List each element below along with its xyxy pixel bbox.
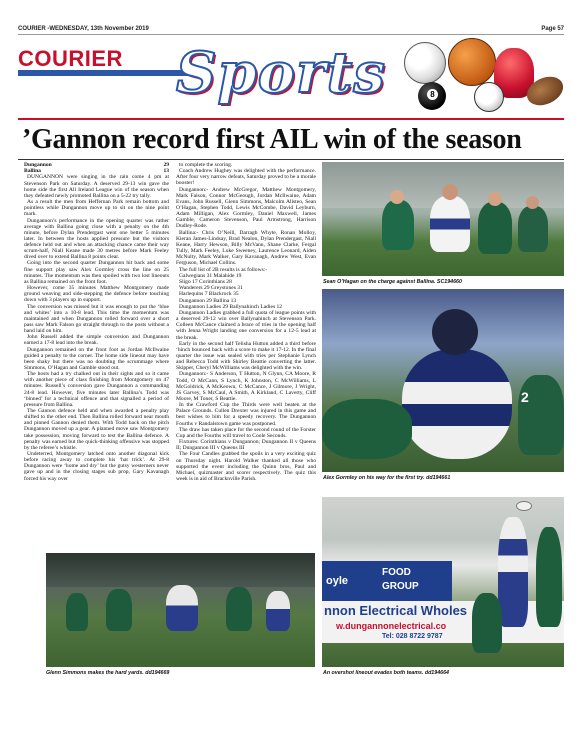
player-number: 2 xyxy=(521,389,529,405)
hoarding-group: GROUP xyxy=(382,581,419,592)
player-green-3 xyxy=(518,206,548,252)
player-white-runner xyxy=(166,585,198,631)
player-white-1 xyxy=(430,196,470,252)
column-2-body xyxy=(176,162,316,482)
publication-date: COURIER -WEDNESDAY, 13th November 2019 xyxy=(18,26,149,32)
hoarding-electrical-name: nnon Electrical Wholes xyxy=(324,603,468,618)
eight-ball-icon xyxy=(418,82,446,110)
paragraph: Dungannon:- Andrew McGregor, Matthew Montgomery, Mark Falson, Connor McGeough, Jordan McIlwaine, Adam Evans, John Russell, Glenn Simmons, Malcolm Allsteo, Sean O’Hagan, Stephen Todd, Lewis McCombe, David Leyburn, Adam Milligan, Alex Gormley, Daniel Maxwell, James Gamble, Cameron Stevenson, Paul Armstrong, Harrison Dudley-Rode. xyxy=(176,186,316,230)
headline-rule xyxy=(18,159,564,160)
rugby-ball-in-air xyxy=(516,501,532,511)
photo-first-try xyxy=(322,289,564,472)
photo-hard-yards xyxy=(46,553,315,667)
hoarding-electrical-url: w.dungannonelectrical.co xyxy=(336,621,447,631)
paragraph: Fixtures: Corinthians v Dungannon; Dungannon II v Queens II; Dungannon III v Queens III xyxy=(176,439,316,452)
player-green-tackler xyxy=(322,399,412,459)
player-scrumcap-head xyxy=(432,309,478,355)
paragraph: to complete the scoring. xyxy=(179,162,233,168)
paragraph: Dungannon’s performance in the opening quarter was rather average with Ballina going close with a penalty on the 4th minute, before Dylan Prendergast went one better 5 minutes later. In between the hosts applied pressure but the visitors defence held out and when an attacking chance came their way scrum-half, Niall Keane made 30 metres before Mark Feeley dived over to extend Ballina 8 points clear. xyxy=(24,217,169,261)
player-green-a xyxy=(106,589,132,631)
score-home: 29 xyxy=(163,162,169,168)
paragraph: Dungannon Ladies grabbed a full quota of league points with a deserved 29-12 win over Ballynahinch at Stevenson Park. Colleen McCance claimed a brace of tries in the opening half with Jenna Wright landing one conversion for a 12-5 lead at the break. xyxy=(176,310,316,341)
football-icon xyxy=(404,42,446,84)
player-white-1-head xyxy=(442,184,458,200)
player-jumper-green xyxy=(536,527,562,627)
eight-ball-number: 8 xyxy=(427,89,438,100)
paragraph: Harlequins 7 Blackrock 35 xyxy=(179,291,239,298)
player-green-1-head xyxy=(390,190,404,204)
paragraph: In the Crawford Cup the Thirds were well beaten at the Palace Grounds. Cullen Drexter was injured in this game and best wishes to him for a speedy recovery. The Dungannon Fourths v Randalstown game was postponed. xyxy=(176,402,316,427)
paragraph: The draw has taken place for the second round of the Forster Cup and the Fourths will travel to Coole Seconds. xyxy=(176,426,316,439)
score-line-home xyxy=(24,162,169,168)
article-column-1 xyxy=(24,162,169,482)
paragraph: The conversion was missed but it was enough to put the ‘blue and whites’ into a 10-8 lead. This time the momentum was maintained and when Dungannon rolled forward over a short pass saw Mark Falson go straight through to the posts without a hand laid on him. xyxy=(24,303,169,335)
player-lifter xyxy=(472,593,502,653)
player-jumper-white xyxy=(498,517,528,627)
paragraph: However, come 35 minutes Matthew Montgomery made ground weaving and side-stepping the defence before touching down with 3 players up in support. xyxy=(24,285,169,304)
paragraph: John Russell added the simple conversion and Dungannon earned a 17-8 lead into the break. xyxy=(24,334,169,347)
photo-lineout xyxy=(322,497,564,667)
masthead xyxy=(18,38,564,116)
paragraph: Undeterred, Montgomery latched onto another diagonal kick before racing away to complete his ‘hat trick’. At 29-8 Dungannon were ‘home and dry’ but the gutsy westerners never gave up and in the closing stages sub prop, Gary Kavanagh forced his way over xyxy=(24,451,169,482)
paragraph: Dungannon:- S Anderson, T Hutton, N Glynn, CA Moore, R Todd, O McCann, S Lynch, K Johnston, C McWilliams, L McGoldrick, A McKeown, C McCance, J Gilmore, J Wright, JS Garvey, S McCaul, A Smith, A Kirkland, C Laverty, Cliff Moore, M Toner, S Beattie. xyxy=(176,371,316,402)
paragraph: Coach Andrew Hughey was delighted with the performance. After four very narrow defeats, Saturday proved to be a morale booster! xyxy=(176,168,317,187)
masthead-section: Sports xyxy=(176,40,386,106)
hoarding-food-group xyxy=(322,561,452,601)
column-1-body xyxy=(24,174,169,481)
paragraph: Going into the second quarter Dungannon hit back and some fine support play saw Alex Gormley cross the line on 25 minutes. The momentum was then spoiled with two lost lineouts as Ballina remained on the front foot. xyxy=(24,260,169,285)
photo-charge xyxy=(322,162,564,276)
paragraph: The Gannon defence held and when awarded a penalty play shifted to the other end. Then Ballina rolled forward near mouth and pinned Gannon denied them. With Todd back on the pitch Dungannon moved up a gear. A planned move saw Montgomery take possession, moving forward to test the Ballina defence. A penalty was earned but the quick-thinking offensive was stopped by the referee’s whistle. xyxy=(24,408,169,451)
soccer-ball-icon xyxy=(474,82,504,112)
player-green-b xyxy=(226,587,252,631)
player-green-2 xyxy=(478,202,512,254)
photo-hard-yards-caption: Glenn Simmons makes the hard yards. dd194669 xyxy=(46,670,170,676)
player-green-right xyxy=(518,375,564,455)
paragraph: Ballina:- Chris O’Neill, Darragh Whyte, Ronan Molloy, Kieran James-Lindsay, Brad Nealon, Dylan Prendergast, Niall Keane, Harry Hewson, Billy McVann, Shane Clarke, Fergal Tully, Mark Feeley, Luke Sweeney, Laurence Leonard, Aiden McNulty, Mark Walker, Gary Kavanagh, Andrew West, Evan Ferguson, Michael Collins. xyxy=(176,229,316,267)
paragraph: Sligo 17 Corinthians 28 xyxy=(179,278,232,285)
paragraph: Galwegians 31 Malahide 19 xyxy=(179,272,242,279)
score-line-away xyxy=(24,168,169,174)
paragraph: DUNGANNON were singing in the rain come 4 pm at Stevenson Park on Saturday. A deserved 29-13 win gave the home side the first All Ireland League win of the season when they defeated newly promoted Ballina on a 5-22 try tally. xyxy=(24,174,169,199)
paragraph: The hosts had a try chalked out in their sights and so it came with another piece of class finishing from Montgomery on 47 minutes. Russell’s conversion gave Dungannon a commanding 24-8 lead. However, five minutes later Ballina’s Todd was ‘binned’ for a technical offence and that signalled a period of pressure from Ballina. xyxy=(24,371,169,408)
paragraph: As a result the men from Heffernan Park remain bottom and pointless while Dungannon move up to sit on the nine point mark. xyxy=(24,199,169,218)
paragraph: The Four Candles grabbed the spoils in a very exciting quiz on Thursday night. Harold Walker thanked all those who supported the event including the Quinn bros, Paul and Michael, quizmaster and scorer respectively. The quiz this week is in aid of Bracknville Parish. xyxy=(176,451,316,482)
basketball-icon xyxy=(448,38,496,86)
masthead-brand: COURIER xyxy=(18,46,123,71)
page-number: Page 57 xyxy=(541,26,564,32)
top-bar xyxy=(18,24,564,36)
photo-charge-caption: Sean O’Hagan on the charge against Ballina. SC194660 xyxy=(323,279,462,285)
score-away-team: Ballina xyxy=(24,168,41,175)
player-green-1 xyxy=(382,200,414,250)
player-green-c xyxy=(66,593,88,631)
score-away: 13 xyxy=(163,168,169,175)
player-white-b xyxy=(266,591,290,631)
paragraph: Dungannon 29 Ballina 13 xyxy=(179,297,237,304)
hoarding-food: FOOD xyxy=(382,567,411,578)
player-green-3-head xyxy=(526,196,539,209)
hoarding-electrical-tel: Tel: 028 8722 9787 xyxy=(382,633,443,640)
crowd-background xyxy=(46,553,315,587)
paragraph: Early in the second half Telisha Hutton added a third before ‘hinch bounced back with a score to make it 17-12. In the final quarter the issue was sealed with tries per Stephanie Lynch and Rebecca Todd with Shirley Beattie converting the latter. Skipper, Cheryl McWilliams was delighted with the win. xyxy=(176,340,316,372)
top-rule xyxy=(18,34,564,35)
score-home-team: Dungannon xyxy=(24,162,52,168)
photo-first-try-caption: Alex Gormley on his way for the first try. dd194661 xyxy=(323,475,451,481)
photo-lineout-caption: An overshot lineout evades both teams. dd194664 xyxy=(323,670,449,676)
hoarding-oyle: oyle xyxy=(326,575,349,587)
masthead-rule xyxy=(18,118,564,120)
paragraph: Wanderers 29 Greystones 31 xyxy=(179,285,243,292)
paragraph: The full list of 2B results is as follows:- xyxy=(179,266,268,273)
player-green-2-head xyxy=(488,192,502,206)
player-blue-scrumcap xyxy=(402,349,512,459)
paragraph: Dungannon Ladies 29 Ballynahinch Ladies 12 xyxy=(179,303,283,310)
paragraph: Dungannon remained on the front foot as Jordan McIlwaine guided a penalty to the corner. The home side lineout may have been shaky but there was no doubting the scrummage where Simmons, O’Hagan and Gamble stood out. xyxy=(24,346,169,371)
article-headline: ’Gannon record first AIL win of the season xyxy=(22,124,522,155)
